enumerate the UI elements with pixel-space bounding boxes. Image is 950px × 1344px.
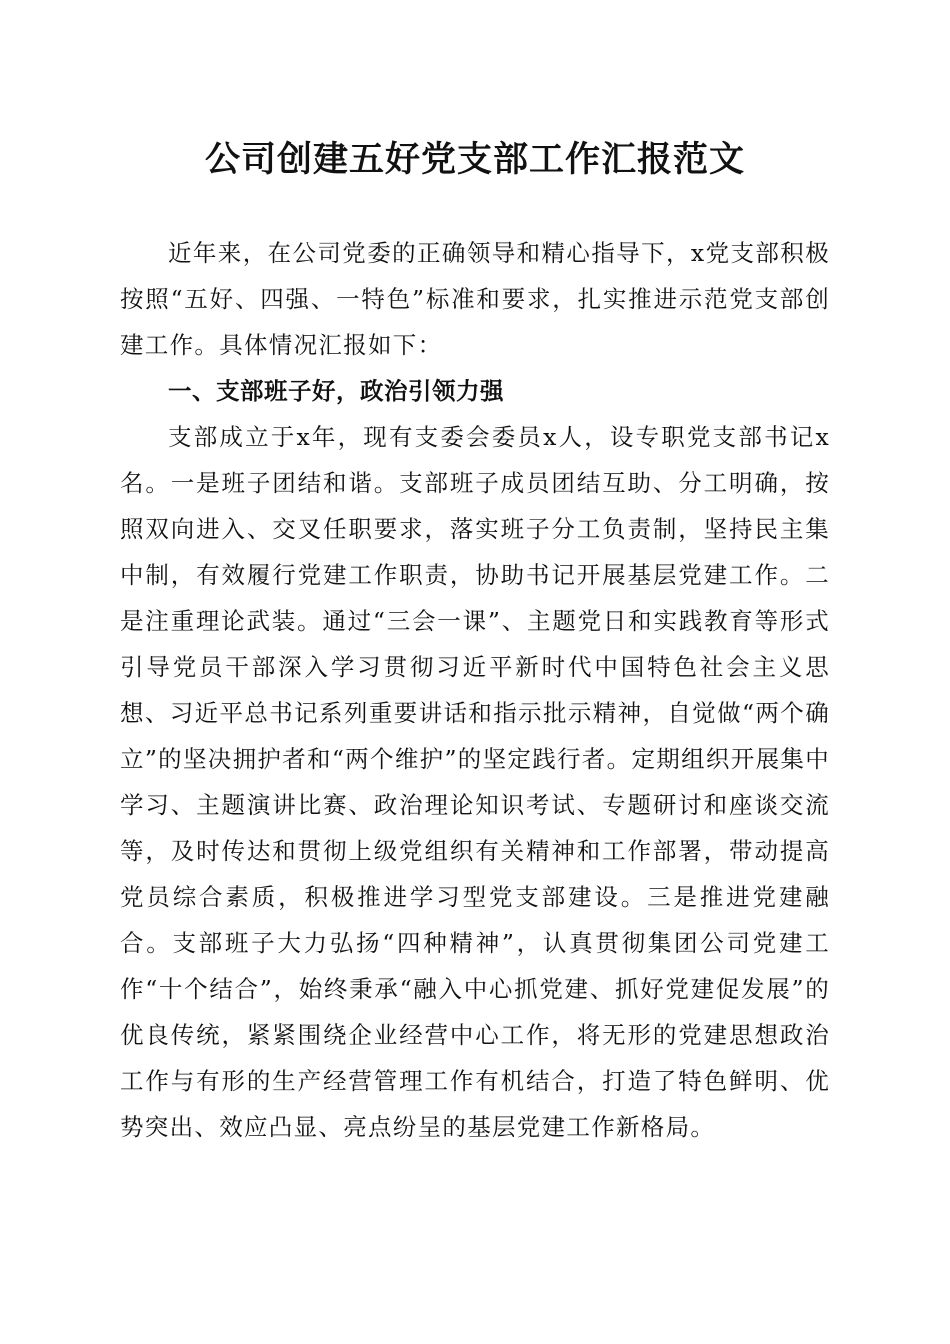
section-body-paragraph: 支部成立于x年，现有支委会委员x人，设专职党支部书记x名。一是班子团结和谐。支部班子成员团结互助、分工明确，按照双向进入、交叉任职要求，落实班子分工负责制，坚持民主集中制，有效履行党建工作职责，协助书记开展基层党建工作。二是注重理论武装。通过“三会一课”、主题党日和实践教育等形式引导党员干部深入学习贯彻习近平新时代中国特色社会主义思想、习近平总书记系列重要讲话和指示批示精神，自觉做“两个确立”的坚决拥护者和“两个维护”的坚定践行者。定期组织开展集中学习、主题演讲比赛、政治理论知识考试、专题研讨和座谈交流等，及时传达和贯彻上级党组织有关精神和工作部署，带动提高党员综合素质，积极推进学习型党支部建设。三是推进党建融合。支部班子大力弘扬“四种精神”，认真贯彻集团公司党建工作“十个结合”，始终秉承“融入中心抓党建、抓好党建促发展”的优良传统，紧紧围绕企业经营中心工作，将无形的党建思想政治工作与有形的生产经营管理工作有机结合，打造了特色鲜明、优势突出、效应凸显、亮点纷呈的基层党建工作新格局。 — [120, 423, 830, 1141]
intro-paragraph: 近年来，在公司党委的正确领导和精心指导下，x党支部积极按照“五好、四强、一特色”标准和要求，扎实推进示范党支部创建工作。具体情况汇报如下： — [120, 239, 830, 359]
document-body — [120, 230, 830, 1150]
section-heading: 一、支部班子好，政治引领力强 — [168, 377, 504, 405]
document-title: 公司创建五好党支部工作汇报范文 — [204, 139, 745, 180]
